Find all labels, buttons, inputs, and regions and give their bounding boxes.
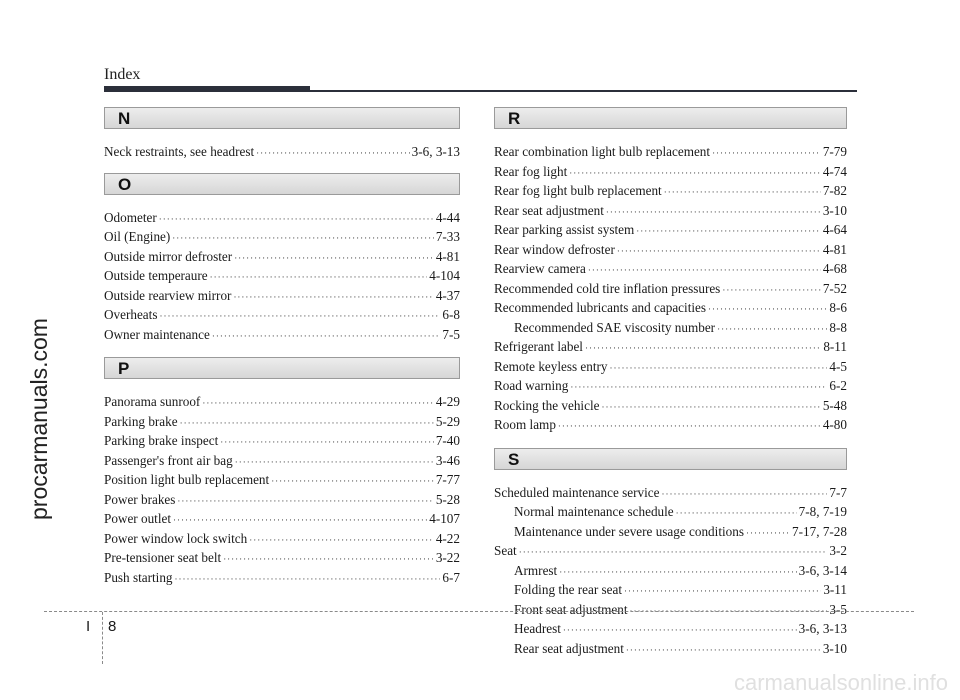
- entry-page-ref: 8-6: [829, 300, 847, 315]
- index-entry: [494, 581, 847, 601]
- index-entry: [104, 209, 460, 229]
- index-entry: [104, 530, 460, 550]
- entry-topic: Passenger's front air bag: [104, 452, 233, 468]
- index-entry: [494, 620, 847, 640]
- section-letter: S: [508, 449, 520, 469]
- entry-topic: Recommended cold tire inflation pressures: [494, 280, 721, 296]
- index-entry-list: [104, 209, 460, 346]
- index-entry: [104, 549, 460, 569]
- index-entry: [104, 432, 460, 452]
- entry-page-ref: 4-22: [435, 530, 460, 546]
- entry-page-ref: 4-81: [822, 241, 847, 257]
- dot-leader: [585, 339, 821, 358]
- index-entry: [104, 452, 460, 472]
- entry-topic: Power brakes: [104, 491, 176, 507]
- index-entry: [494, 202, 847, 222]
- entry-topic: Parking brake: [104, 413, 178, 429]
- entry-page-ref: 4-37: [435, 287, 460, 303]
- section-letter: P: [118, 359, 130, 378]
- entry-topic: Headrest: [514, 621, 561, 636]
- dot-leader: [717, 320, 827, 339]
- dot-leader: [159, 210, 434, 229]
- section-letter: O: [118, 174, 132, 194]
- index-entry: [104, 326, 460, 346]
- entry-page-ref: 3-10: [822, 202, 847, 218]
- index-entry: [104, 287, 460, 307]
- section-letter: N: [118, 109, 131, 128]
- index-entry: [104, 267, 460, 287]
- dot-leader: [180, 414, 434, 433]
- footer-vertical-divider: [102, 612, 103, 664]
- index-entry: [494, 484, 847, 504]
- section-header: [104, 107, 460, 129]
- index-entry: [494, 640, 847, 660]
- entry-page-ref: 3-5: [829, 601, 847, 617]
- index-entry: [494, 143, 847, 163]
- entry-page-ref: 7-79: [822, 144, 847, 159]
- dot-leader: [606, 203, 821, 222]
- index-entry: [494, 542, 847, 562]
- index-entry: [494, 503, 847, 523]
- section-header: [104, 173, 460, 195]
- entry-page-ref: 6-8: [442, 307, 460, 322]
- index-entry: [104, 491, 460, 511]
- entry-page-ref: 3-10: [822, 640, 847, 656]
- dot-leader: [708, 300, 827, 319]
- entry-topic: Pre-tensioner seat belt: [104, 550, 222, 565]
- dot-leader: [664, 183, 821, 202]
- entry-topic: Outside rearview mirror: [104, 287, 232, 303]
- index-entry: [494, 377, 847, 397]
- index-entry: [494, 182, 847, 202]
- entry-topic: Position light bulb replacement: [104, 472, 270, 487]
- entry-topic: Rocking the vehicle: [494, 397, 600, 413]
- entry-page-ref: 3-22: [435, 550, 460, 565]
- entry-topic: Rear fog light bulb replacement: [494, 183, 662, 198]
- index-entry: [104, 413, 460, 433]
- dot-leader: [175, 570, 441, 589]
- dot-leader: [177, 492, 433, 511]
- entry-topic: Rear combination light bulb replacement: [494, 144, 711, 159]
- entry-page-ref: 7-5: [442, 326, 460, 342]
- dot-leader: [712, 144, 821, 163]
- dot-leader: [570, 378, 827, 397]
- entry-page-ref: 5-48: [822, 397, 847, 413]
- index-entry: [104, 248, 460, 268]
- index-entry: [494, 241, 847, 261]
- dot-leader: [249, 531, 434, 550]
- entry-topic: Maintenance under severe usage conditions: [514, 523, 744, 539]
- entry-topic: Outside mirror defroster: [104, 248, 233, 264]
- section-header: [494, 448, 847, 470]
- entry-topic: Room lamp: [494, 417, 556, 432]
- entry-page-ref: 4-5: [829, 358, 847, 374]
- entry-page-ref: 4-44: [435, 209, 460, 225]
- index-entry: [104, 306, 460, 326]
- entry-page-ref: 3-6, 3-13: [411, 144, 460, 159]
- entry-topic: Rear seat adjustment: [494, 202, 604, 218]
- entry-page-ref: 4-29: [435, 394, 460, 409]
- entry-topic: Scheduled maintenance service: [494, 484, 660, 500]
- entry-topic: Armrest: [514, 562, 558, 578]
- dot-leader: [172, 229, 434, 248]
- index-entry: [494, 221, 847, 241]
- footer-divider: [44, 611, 914, 612]
- dot-leader: [722, 281, 820, 300]
- index-entry: [494, 163, 847, 183]
- dot-leader: [159, 307, 440, 326]
- entry-topic: Folding the rear seat: [514, 582, 623, 597]
- index-section-p: [104, 357, 460, 588]
- entry-page-ref: 6-2: [829, 378, 847, 393]
- dot-leader: [662, 485, 828, 504]
- dot-leader: [636, 222, 821, 241]
- entry-page-ref: 7-77: [435, 472, 460, 487]
- entry-page-ref: 4-104: [429, 268, 460, 283]
- index-entry: [104, 569, 460, 589]
- dot-leader: [519, 543, 828, 562]
- index-entry-list: [494, 143, 847, 436]
- index-entry-list: [104, 393, 460, 588]
- dot-leader: [210, 268, 428, 287]
- index-entry: [104, 393, 460, 413]
- entry-topic: Recommended lubricants and capacities: [494, 300, 707, 315]
- entry-page-ref: 6-7: [442, 569, 460, 585]
- entry-topic: Rear fog light: [494, 163, 568, 179]
- index-section-o: [104, 173, 460, 346]
- dot-leader: [676, 504, 797, 523]
- entry-topic: Rearview camera: [494, 261, 586, 276]
- index-column-left: [104, 107, 460, 588]
- entry-topic: Rear parking assist system: [494, 222, 635, 237]
- entry-topic: Front seat adjustment: [514, 601, 628, 617]
- entry-topic: Remote keyless entry: [494, 358, 608, 374]
- footer-section-letter: I: [86, 618, 91, 635]
- section-header: [104, 357, 460, 379]
- dot-leader: [601, 398, 820, 417]
- page-title: Index: [104, 66, 141, 83]
- dot-leader: [559, 563, 796, 582]
- index-entry: [494, 523, 847, 543]
- entry-topic: Outside temperaure: [104, 268, 208, 283]
- entry-topic: Seat: [494, 543, 517, 558]
- index-entry: [104, 471, 460, 491]
- entry-topic: Owner maintenance: [104, 326, 210, 342]
- index-entry: [494, 280, 847, 300]
- index-section-n: [104, 107, 460, 163]
- entry-topic: Recommended SAE viscosity number: [514, 319, 716, 335]
- section-letter: R: [508, 109, 521, 128]
- dot-leader: [212, 327, 441, 346]
- entry-page-ref: 7-40: [435, 433, 460, 448]
- dot-leader: [558, 417, 821, 436]
- entry-topic: Power outlet: [104, 511, 172, 526]
- dot-leader: [235, 453, 434, 472]
- entry-topic: Rear seat adjustment: [514, 640, 624, 656]
- entry-page-ref: 4-81: [435, 248, 460, 264]
- entry-page-ref: 3-46: [435, 452, 460, 468]
- dot-leader: [617, 242, 821, 261]
- entry-topic: Rear window defroster: [494, 241, 615, 257]
- dot-leader: [220, 433, 434, 452]
- entry-page-ref: 4-64: [822, 222, 847, 237]
- dot-leader: [234, 249, 434, 268]
- entry-topic: Oil (Engine): [104, 229, 171, 244]
- entry-page-ref: 3-6, 3-14: [798, 562, 847, 578]
- entry-page-ref: 8-8: [829, 319, 847, 335]
- entry-page-ref: 4-68: [822, 261, 847, 276]
- entry-page-ref: 3-2: [829, 543, 847, 558]
- dot-leader: [610, 359, 828, 378]
- entry-topic: Panorama sunroof: [104, 394, 201, 409]
- index-entry: [104, 228, 460, 248]
- entry-page-ref: 8-11: [823, 339, 847, 354]
- side-watermark: procarmanuals.com: [26, 318, 52, 520]
- entry-page-ref: 3-6, 3-13: [798, 621, 847, 636]
- entry-topic: Parking brake inspect: [104, 433, 219, 448]
- dot-leader: [626, 641, 821, 660]
- index-entry: [494, 260, 847, 280]
- dot-leader: [569, 164, 821, 183]
- index-column-right: [494, 107, 847, 659]
- index-entry: [104, 510, 460, 530]
- index-entry: [494, 562, 847, 582]
- index-entry: [494, 416, 847, 436]
- entry-page-ref: 4-107: [429, 511, 460, 526]
- entry-topic: Overheats: [104, 307, 158, 322]
- header-rule-thin: [104, 90, 857, 92]
- entry-page-ref: 3-11: [823, 582, 847, 597]
- entry-page-ref: 7-8, 7-19: [798, 504, 847, 519]
- entry-topic: Refrigerant label: [494, 339, 583, 354]
- entry-topic: Odometer: [104, 209, 157, 225]
- entry-page-ref: 7-7: [829, 484, 847, 500]
- index-entry: [494, 358, 847, 378]
- entry-page-ref: 7-82: [822, 183, 847, 198]
- entry-page-ref: 7-17, 7-28: [792, 523, 847, 539]
- dot-leader: [624, 582, 821, 601]
- bottom-watermark: carmanualsonline.info: [733, 670, 948, 695]
- index-entry: [494, 299, 847, 319]
- dot-leader: [256, 144, 410, 163]
- dot-leader: [223, 550, 434, 569]
- index-entry: [494, 319, 847, 339]
- dot-leader: [746, 524, 790, 543]
- dot-leader: [271, 472, 434, 491]
- page-number: 8: [108, 618, 117, 635]
- entry-page-ref: 5-29: [435, 413, 460, 429]
- entry-topic: Road warning: [494, 378, 569, 393]
- dot-leader: [233, 288, 433, 307]
- dot-leader: [563, 621, 797, 640]
- entry-topic: Normal maintenance schedule: [514, 504, 674, 519]
- entry-topic: Push starting: [104, 569, 173, 585]
- index-entry: [104, 143, 460, 163]
- index-entry: [494, 338, 847, 358]
- entry-page-ref: 7-52: [822, 280, 847, 296]
- entry-page-ref: 5-28: [435, 491, 460, 507]
- index-section-s: [494, 448, 847, 660]
- section-header: [494, 107, 847, 129]
- entry-page-ref: 4-80: [822, 417, 847, 432]
- entry-topic: Power window lock switch: [104, 530, 248, 546]
- index-section-r: [494, 107, 847, 436]
- dot-leader: [173, 511, 427, 530]
- index-entry-list: [494, 484, 847, 660]
- entry-page-ref: 4-74: [822, 163, 847, 179]
- dot-leader: [588, 261, 821, 280]
- dot-leader: [202, 394, 433, 413]
- index-entry: [494, 397, 847, 417]
- entry-page-ref: 7-33: [435, 229, 460, 244]
- index-entry-list: [104, 143, 460, 163]
- entry-topic: Neck restraints, see headrest: [104, 144, 255, 159]
